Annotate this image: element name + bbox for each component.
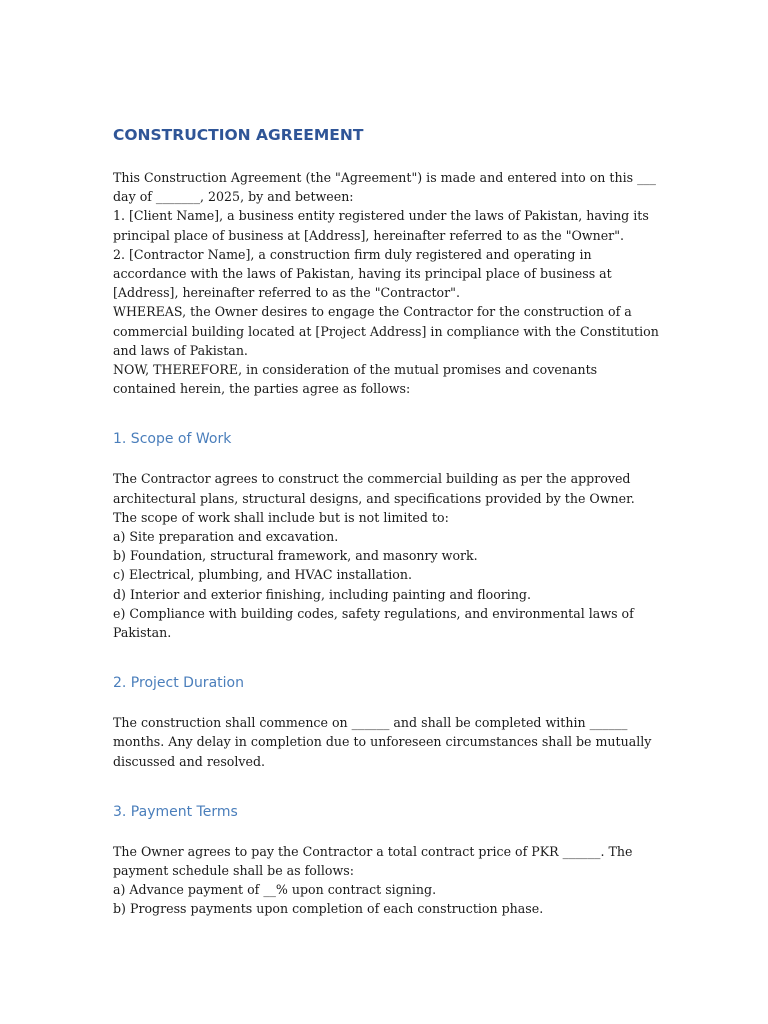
section-heading: 1. Scope of Work bbox=[113, 431, 232, 448]
section-heading: 2. Project Duration bbox=[113, 675, 244, 692]
section-scope-of-work bbox=[113, 429, 661, 642]
document-body bbox=[113, 124, 661, 919]
section-payment-terms bbox=[113, 802, 661, 919]
list-item: a) Advance payment of __% upon contract signing. bbox=[113, 882, 437, 898]
section-heading: 3. Payment Terms bbox=[113, 803, 238, 820]
list-item: b) Progress payments upon completion of each construction phase. bbox=[113, 901, 544, 917]
list-item: c) Electrical, plumbing, and HVAC installation. bbox=[113, 567, 412, 583]
list-item: b) Foundation, structural framework, and masonry work. bbox=[113, 548, 478, 564]
whereas-clause: WHEREAS, the Owner desires to engage the Contractor for the construction of a commercial building located at [Project Address] in compliance with the Constitution and laws of Pakistan. bbox=[113, 304, 659, 358]
list-item: e) Compliance with building codes, safety regulations, and environmental laws of Pakistan. bbox=[113, 605, 634, 641]
intro-party-owner: 1. [Client Name], a business entity registered under the laws of Pakistan, having its principal place of business at [Address], hereinafter referred to as the "Owner". bbox=[113, 208, 649, 243]
list-item: d) Interior and exterior finishing, including painting and flooring. bbox=[113, 586, 531, 602]
now-therefore-clause: NOW, THEREFORE, in consideration of the mutual promises and covenants contained herein, the parties agree as follows: bbox=[113, 362, 598, 397]
section-paragraph: The construction shall commence on ______ and shall be completed within ______ months. Any delay in completion due to unforeseen circumstances shall be mutually discussed and resolved. bbox=[113, 715, 652, 769]
section-paragraph: The Owner agrees to pay the Contractor a total contract price of PKR ______. The payment schedule shall be as follows: bbox=[113, 843, 633, 879]
intro-party-contractor: 2. [Contractor Name], a construction firm duly registered and operating in accordance with the laws of Pakistan, having its principal place of business at [Address], hereinafter referred to as the "Contractor". bbox=[113, 246, 612, 301]
section-project-duration bbox=[113, 673, 661, 771]
intro-block bbox=[113, 168, 661, 398]
intro-paragraph: This Construction Agreement (the "Agreement") is made and entered into on this ___ day of _______, 2025, by and between: bbox=[113, 170, 656, 205]
section-paragraph: The Contractor agrees to construct the commercial building as per the approved architectural plans, structural designs, and specifications provided by the Owner. The scope of work shall include but is not limited to: bbox=[113, 471, 635, 525]
list-item: a) Site preparation and excavation. bbox=[113, 529, 339, 545]
document-title: CONSTRUCTION AGREEMENT bbox=[113, 126, 364, 144]
